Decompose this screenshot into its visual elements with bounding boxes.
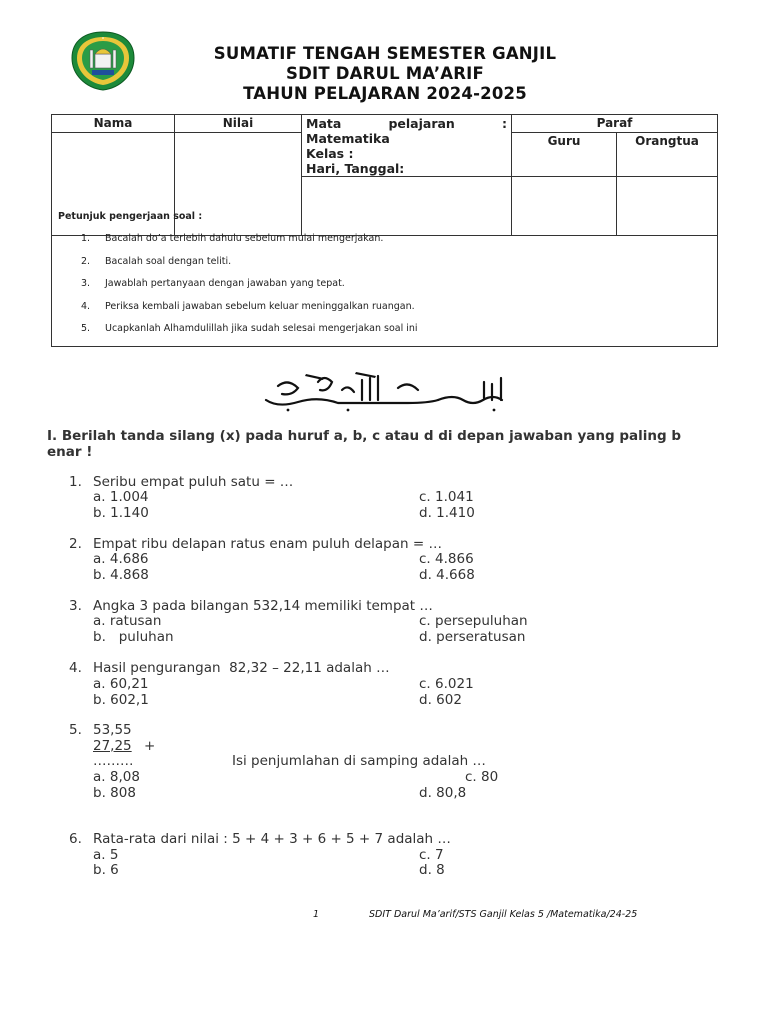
- question-6-number: 6.: [69, 831, 82, 847]
- question-2-option-b[interactable]: b. 4.868: [93, 567, 149, 583]
- question-5-sum-blank: ………: [93, 753, 134, 769]
- question-5-option-d[interactable]: d. 80,8: [419, 785, 467, 801]
- question-4-option-d[interactable]: d. 602: [419, 692, 462, 708]
- question-1-number: 1.: [69, 474, 82, 490]
- question-5-text: Isi penjumlahan di samping adalah …: [232, 753, 486, 769]
- question-5-addend-2: 27,25: [93, 738, 132, 754]
- footer-text: SDIT Darul Ma’arif/STS Ganjil Kelas 5 /Matematika/24-25: [369, 909, 638, 920]
- question-4-text: Hasil pengurangan 82,32 – 22,11 adalah …: [93, 660, 390, 676]
- guru-header: Guru: [512, 133, 617, 177]
- question-4-option-c[interactable]: c. 6.021: [419, 676, 474, 692]
- nilai-header: Nilai: [175, 115, 302, 133]
- question-2-option-d[interactable]: d. 4.668: [419, 567, 475, 583]
- question-6-option-d[interactable]: d. 8: [419, 862, 445, 878]
- instruction-item: 1. Bacalah do’a terlebih dahulu sebelum mulai mengerjakan.: [81, 233, 384, 244]
- question-4-option-b[interactable]: b. 602,1: [93, 692, 149, 708]
- instruction-item: 2. Bacalah soal dengan teliti.: [81, 256, 232, 267]
- question-3-number: 3.: [69, 598, 82, 614]
- question-5-addend-1: 53,55: [93, 722, 132, 738]
- question-1-option-d[interactable]: d. 1.410: [419, 505, 475, 521]
- question-2-text: Empat ribu delapan ratus enam puluh delapan = …: [93, 536, 442, 552]
- instructions-title: Petunjuk pengerjaan soal :: [58, 211, 203, 222]
- question-6-text: Rata-rata dari nilai : 5 + 4 + 3 + 6 + 5 + 7 adalah …: [93, 831, 451, 847]
- nama-header: Nama: [52, 115, 175, 133]
- question-3-option-c[interactable]: c. persepuluhan: [419, 613, 528, 629]
- orangtua-header: Orangtua: [617, 133, 718, 177]
- question-5-plus-sign: +: [144, 738, 156, 754]
- mapel-label: Mata: [306, 116, 342, 131]
- question-4-number: 4.: [69, 660, 82, 676]
- question-4-option-a[interactable]: a. 60,21: [93, 676, 149, 692]
- subject-info-cell: [302, 115, 512, 177]
- question-5-option-a[interactable]: a. 8,08: [93, 769, 140, 785]
- question-2-option-c[interactable]: c. 4.866: [419, 551, 474, 567]
- question-1-option-a[interactable]: a. 1.004: [93, 489, 149, 505]
- question-3-option-a[interactable]: a. ratusan: [93, 613, 162, 629]
- academic-year: TAHUN PELAJARAN 2024-2025: [243, 84, 527, 103]
- instruction-item: 4. Periksa kembali jawaban sebelum keluar meninggalkan ruangan.: [81, 301, 415, 312]
- question-6-option-a[interactable]: a. 5: [93, 847, 119, 863]
- question-6-option-b[interactable]: b. 6: [93, 862, 119, 878]
- instruction-item: 3. Jawablah pertanyaan dengan jawaban yang tepat.: [81, 278, 345, 289]
- mapel-colon: :: [501, 116, 507, 131]
- question-5-option-c[interactable]: c. 80: [465, 769, 499, 785]
- school-name: SDIT DARUL MA’ARIF: [286, 64, 484, 83]
- section-instruction: I. Berilah tanda silang (x) pada huruf a, b, c atau d di depan jawaban yang paling b enar !: [47, 428, 682, 460]
- question-3-text: Angka 3 pada bilangan 532,14 memiliki tempat …: [93, 598, 433, 614]
- school-logo: [68, 30, 138, 92]
- paraf-header: Paraf: [512, 115, 718, 133]
- bismillah-calligraphy: [258, 370, 510, 416]
- question-2-number: 2.: [69, 536, 82, 552]
- instructions-box: [51, 211, 718, 347]
- page-number: 1: [313, 909, 320, 920]
- question-6-option-c[interactable]: c. 7: [419, 847, 444, 863]
- question-1-option-c[interactable]: c. 1.041: [419, 489, 474, 505]
- question-5-option-b[interactable]: b. 808: [93, 785, 136, 801]
- kelas-label: Kelas :: [306, 146, 354, 161]
- question-1-text: Seribu empat puluh satu = …: [93, 474, 294, 490]
- mapel-label-2: pelajaran: [388, 116, 455, 131]
- question-5-number: 5.: [69, 722, 82, 738]
- hari-tanggal-label: Hari, Tanggal:: [306, 161, 405, 176]
- question-1-option-b[interactable]: b. 1.140: [93, 505, 149, 521]
- question-2-option-a[interactable]: a. 4.686: [93, 551, 149, 567]
- question-3-option-d[interactable]: d. perseratusan: [419, 629, 526, 645]
- instruction-item: 5. Ucapkanlah Alhamdulillah jika sudah selesai mengerjakan soal ini: [81, 323, 418, 334]
- question-3-option-b[interactable]: b. puluhan: [93, 629, 174, 645]
- exam-title: SUMATIF TENGAH SEMESTER GANJIL: [213, 44, 557, 63]
- mapel-value: Matematika: [306, 131, 390, 146]
